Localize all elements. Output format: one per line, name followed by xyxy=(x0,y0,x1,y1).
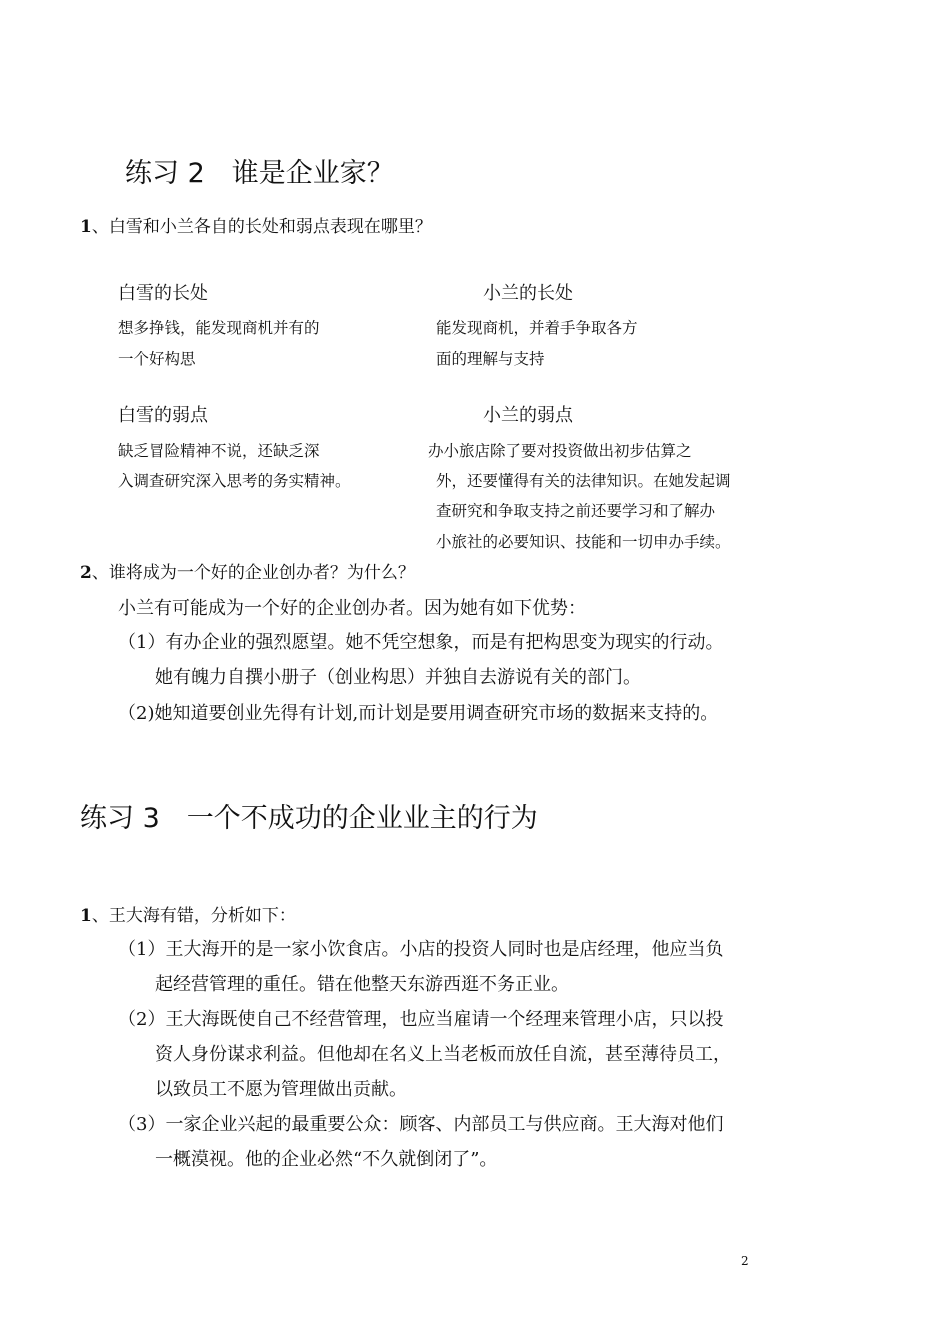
xiaolan-strength-label: 小兰的长处 xyxy=(483,283,573,304)
analysis-point-line: （3）一家企业兴起的最重要公众：顾客、内部员工与供应商。王大海对他们 xyxy=(118,1114,724,1135)
question-number: 1 xyxy=(80,217,92,237)
xiaolan-weakness-line: 查研究和争取支持之前还要学习和了解办 xyxy=(436,502,716,520)
question-text: 、王大海有错，分析如下： xyxy=(91,906,296,926)
answer-point-line: 她有魄力自撰小册子（创业构思）并独自去游说有关的部门。 xyxy=(155,667,641,688)
analysis-point-line: 一概漠视。他的企业必然“不久就倒闭了”。 xyxy=(155,1149,498,1170)
question-1 xyxy=(80,219,432,236)
question-text: 、谁将成为一个好的企业创办者？为什么？ xyxy=(91,563,415,583)
question-number: 2 xyxy=(80,563,92,583)
baixue-weakness-label: 白雪的弱点 xyxy=(118,405,208,426)
baixue-weakness-line: 缺乏冒险精神不说，还缺乏深 xyxy=(118,442,320,460)
analysis-point-line: （2）王大海既使自己不经营管理，也应当雇请一个经理来管理小店，只以投 xyxy=(118,1009,724,1030)
question-number: 1 xyxy=(80,906,92,926)
xiaolan-weakness-line: 小旅社的必要知识、技能和一切申办手续。 xyxy=(436,533,731,551)
analysis-point-line: 起经营管理的重任。错在他整天东游西逛不务正业。 xyxy=(155,974,569,995)
exercise-3-title: 练习 3 一个不成功的企业业主的行为 xyxy=(80,803,538,834)
analysis-point-line: 以致员工不愿为管理做出贡献。 xyxy=(155,1079,407,1100)
baixue-strength-line: 一个好构思 xyxy=(118,350,196,368)
analysis-point-line: （1）王大海开的是一家小饮食店。小店的投资人同时也是店经理，他应当负 xyxy=(118,939,724,960)
exercise-2-title: 练习 2 谁是企业家？ xyxy=(125,158,394,189)
xiaolan-strength-line: 能发现商机，并着手争取各方 xyxy=(436,319,638,337)
question-text: 、白雪和小兰各自的长处和弱点表现在哪里？ xyxy=(91,217,432,237)
xiaolan-weakness-label: 小兰的弱点 xyxy=(483,405,573,426)
baixue-strength-label: 白雪的长处 xyxy=(118,283,208,304)
analysis-point-line: 资人身份谋求利益。但他却在名义上当老板而放任自流，甚至薄待员工， xyxy=(155,1044,731,1065)
question-1 xyxy=(80,908,296,925)
xiaolan-weakness-line: 办小旅店除了要对投资做出初步估算之 xyxy=(428,442,692,460)
answer-point-line: （1）有办企业的强烈愿望。她不凭空想象，而是有把构思变为现实的行动。 xyxy=(118,632,724,653)
xiaolan-strength-line: 面的理解与支持 xyxy=(436,350,545,368)
answer-point-line: （2)她知道要创业先得有计划,而计划是要用调查研究市场的数据来支持的。 xyxy=(118,703,719,724)
xiaolan-weakness-line: 外，还要懂得有关的法律知识。在她发起调 xyxy=(436,472,731,490)
question-2 xyxy=(80,565,415,582)
page-number: 2 xyxy=(741,1254,749,1268)
baixue-strength-line: 想多挣钱，能发现商机并有的 xyxy=(118,319,320,337)
answer-intro: 小兰有可能成为一个好的企业创办者。因为她有如下优势： xyxy=(118,598,586,619)
baixue-weakness-line: 入调查研究深入思考的务实精神。 xyxy=(118,472,351,490)
